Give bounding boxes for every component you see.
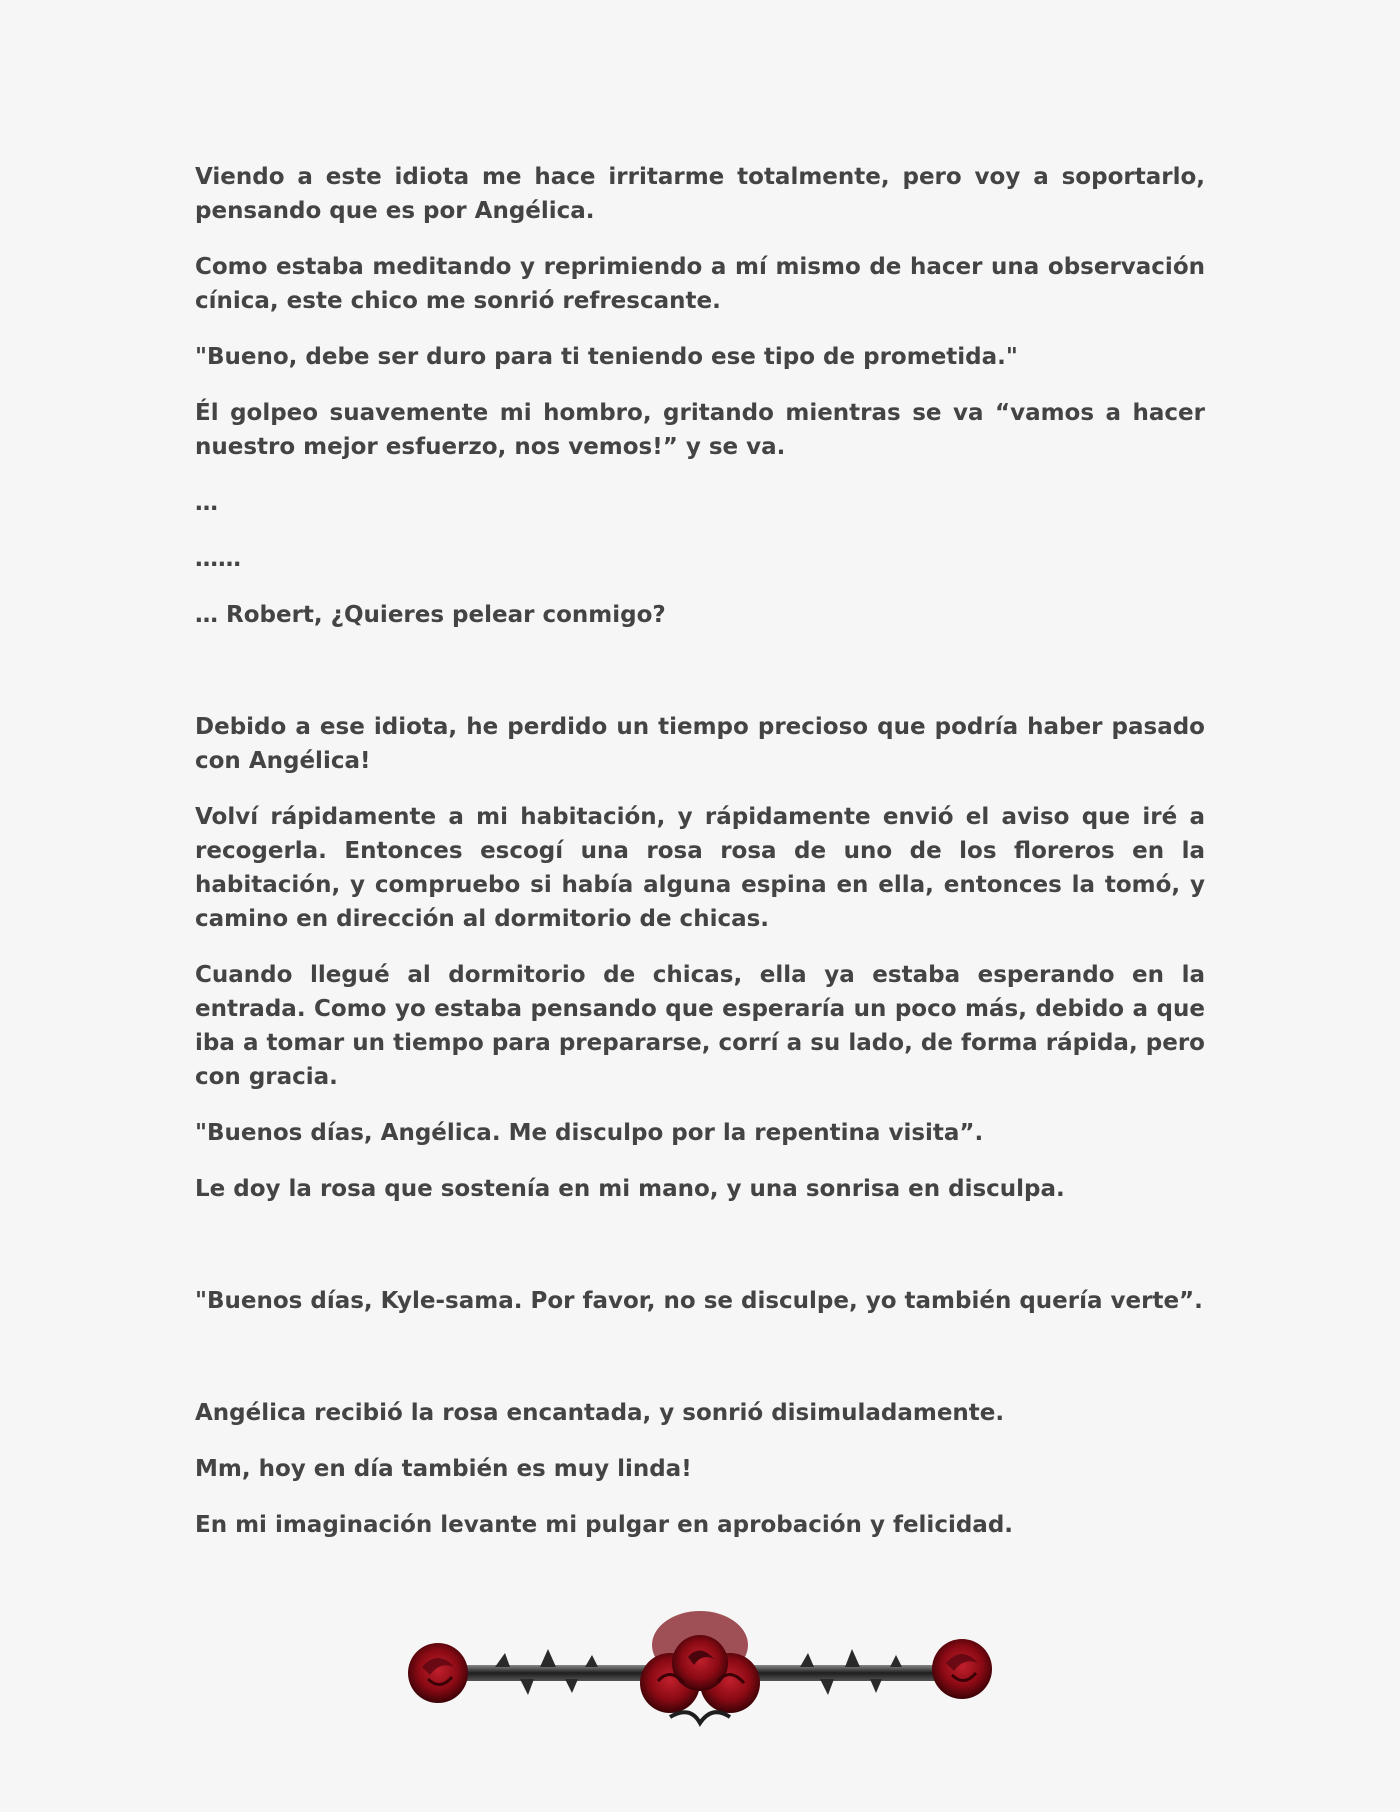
paragraph: "Buenos días, Kyle-sama. Por favor, no se disculpe, yo también quería verte”.	[195, 1288, 1203, 1314]
paragraph: En mi imaginación levante mi pulgar en aprobación y felicidad.	[195, 1512, 1014, 1538]
paragraph: Como estaba meditando y reprimiendo a mí mismo de hacer una observación cínica, este chico me sonrió refrescante.	[195, 254, 1205, 314]
section-gap	[195, 654, 1205, 710]
paragraph: Él golpeo suavemente mi hombro, gritando mientras se va “vamos a hacer nuestro mejor esfuerzo, nos vemos!” y se va.	[195, 400, 1205, 460]
ellipsis-line: ……	[195, 546, 241, 572]
paragraph: Angélica recibió la rosa encantada, y sonrió disimuladamente.	[195, 1400, 1005, 1426]
section-gap	[195, 1228, 1205, 1284]
document-body	[195, 160, 1205, 1564]
paragraph: "Bueno, debe ser duro para ti teniendo ese tipo de prometida."	[195, 344, 1018, 370]
rose-divider-icon	[400, 1605, 1000, 1735]
ellipsis-line: …	[195, 490, 218, 516]
paragraph: Mm, hoy en día también es muy linda!	[195, 1456, 692, 1482]
paragraph: "Buenos días, Angélica. Me disculpo por la repentina visita”.	[195, 1120, 984, 1146]
paragraph: Cuando llegué al dormitorio de chicas, ella ya estaba esperando en la entrada. Como yo estaba pensando que esperaría un poco más, debido a que iba a tomar un tiempo para prepararse, corrí a su lado, de forma rápida, pero con gracia.	[195, 962, 1205, 1090]
paragraph: Viendo a este idiota me hace irritarme totalmente, pero voy a soportarlo, pensando que es por Angélica.	[195, 164, 1205, 224]
paragraph: Le doy la rosa que sostenía en mi mano, y una sonrisa en disculpa.	[195, 1176, 1065, 1202]
paragraph: Volví rápidamente a mi habitación, y rápidamente envió el aviso que iré a recogerla. Entonces escogí una rosa rosa de uno de los floreros en la habitación, y compruebo si había alguna espina en ella, entonces la tomó, y camino en dirección al dormitorio de chicas.	[195, 804, 1205, 932]
paragraph: Debido a ese idiota, he perdido un tiempo precioso que podría haber pasado con Angélica!	[195, 714, 1205, 774]
paragraph: … Robert, ¿Quieres pelear conmigo?	[195, 602, 666, 628]
section-gap	[195, 1340, 1205, 1396]
